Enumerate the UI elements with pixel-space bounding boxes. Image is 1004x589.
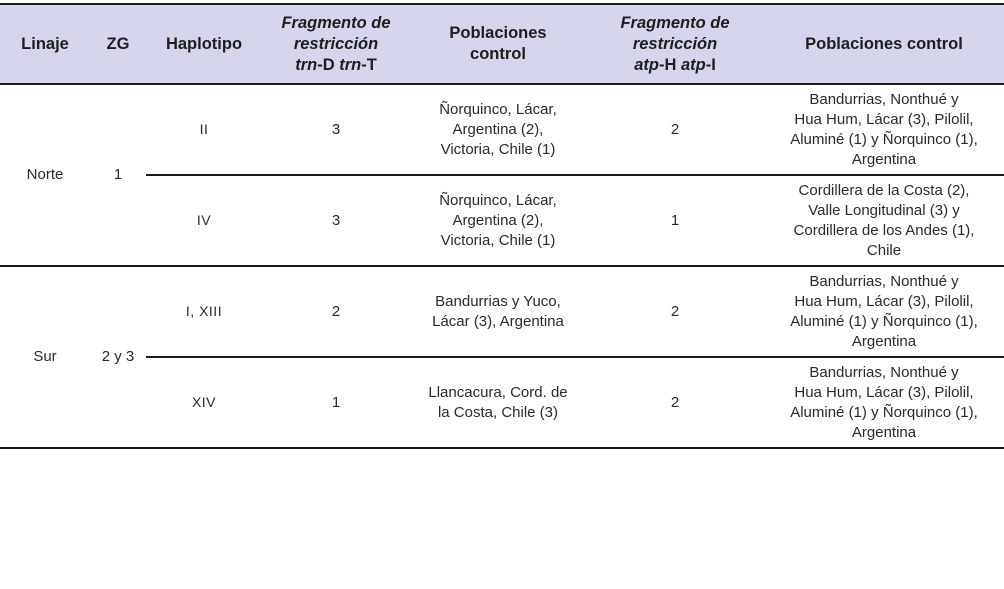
text-line: la Costa, Chile (3) (437, 403, 559, 421)
table-row (0, 266, 1004, 357)
cell-frag-atp: 2 (586, 84, 764, 175)
text-line: Ñorquinco, Lácar, (439, 100, 557, 118)
text-line: Argentina (2), (452, 120, 544, 138)
cell-linaje: Sur (0, 266, 90, 448)
cell-frag-atp: 1 (586, 175, 764, 266)
cell-poblaciones-1 (410, 266, 586, 357)
text-line: Argentina (851, 332, 917, 350)
cell-poblaciones-1 (410, 357, 586, 448)
table-row (0, 175, 1004, 266)
cell-haplotipo (146, 266, 262, 357)
text-line: Hua Hum, Lácar (3), Pilolil, (794, 383, 974, 401)
haplotipo-value: XIV (191, 394, 217, 410)
header-gene-atp-i: atp (680, 55, 706, 74)
header-gene-atp-h-suffix: -H (658, 55, 681, 74)
header-fragmento-trn-line1: Fragmento de (281, 13, 391, 32)
cell-poblaciones-2 (764, 84, 1004, 175)
text-line: Ñorquinco, Lácar, (439, 191, 557, 209)
cell-zg: 1 (90, 84, 146, 266)
table-row (0, 84, 1004, 175)
text-line: Bandurrias, Nonthué y (809, 363, 959, 381)
text-line: Victoria, Chile (1) (440, 140, 556, 158)
header-fragmento-atp-line1: Fragmento de (620, 13, 730, 32)
text-line: Argentina (851, 423, 917, 441)
header-zg: ZG (90, 4, 146, 84)
text-line: Argentina (2), (452, 211, 544, 229)
text-line: Hua Hum, Lácar (3), Pilolil, (794, 110, 974, 128)
text-line: Cordillera de la Costa (2), (798, 181, 970, 199)
text-line: Bandurrias y Yuco, (435, 292, 561, 310)
text-line: Argentina (851, 150, 917, 168)
text-line: Aluminé (1) y Ñorquinco (1), (790, 403, 978, 421)
header-poblaciones-control-1 (410, 4, 586, 84)
table-header (0, 4, 1004, 84)
header-gene-trn-t: trn (339, 55, 362, 74)
text-line: Hua Hum, Lácar (3), Pilolil, (794, 292, 974, 310)
header-gene-trn-d-suffix: -D (317, 55, 340, 74)
cell-poblaciones-1 (410, 84, 586, 175)
cell-poblaciones-2 (764, 175, 1004, 266)
header-gene-trn-d: trn (295, 55, 318, 74)
text-line: Lácar (3), Argentina (432, 312, 564, 330)
cell-linaje: Norte (0, 84, 90, 266)
header-fragmento-trn-line2: restricción (293, 34, 379, 53)
haplotipo-value: IV (196, 212, 212, 228)
text-line: Valle Longitudinal (3) y (808, 201, 960, 219)
cell-poblaciones-2 (764, 266, 1004, 357)
text-line: Aluminé (1) y Ñorquinco (1), (790, 130, 978, 148)
text-line: Chile (866, 241, 902, 259)
header-linaje: Linaje (0, 4, 90, 84)
cell-haplotipo (146, 175, 262, 266)
text-line: Cordillera de los Andes (1), (793, 221, 975, 239)
text-line: Llancacura, Cord. de (428, 383, 568, 401)
header-fragmento-trn (262, 4, 410, 84)
cell-frag-trn: 3 (262, 175, 410, 266)
header-haplotipo: Haplotipo (146, 4, 262, 84)
header-poblaciones-control-2: Poblaciones control (764, 4, 1004, 84)
cell-frag-atp: 2 (586, 357, 764, 448)
cell-poblaciones-2 (764, 357, 1004, 448)
cell-frag-trn: 2 (262, 266, 410, 357)
cell-zg: 2 y 3 (90, 266, 146, 448)
header-gene-atp-h: atp (634, 55, 659, 74)
header-poblaciones-line1: Poblaciones (449, 24, 547, 42)
header-gene-atp-i-suffix: -I (705, 55, 716, 74)
cell-frag-trn: 1 (262, 357, 410, 448)
text-line: Bandurrias, Nonthué y (809, 272, 959, 290)
header-gene-trn-t-suffix: -T (361, 55, 377, 74)
cell-haplotipo (146, 357, 262, 448)
haplotype-table (0, 3, 1004, 449)
header-fragmento-atp (586, 4, 764, 84)
cell-frag-trn: 3 (262, 84, 410, 175)
haplotipo-value: II (199, 121, 209, 137)
header-fragmento-atp-line2: restricción (632, 34, 718, 53)
haplotipo-value: I, XIII (185, 303, 223, 319)
header-poblaciones-line2: control (470, 45, 526, 63)
table-row (0, 357, 1004, 448)
text-line: Bandurrias, Nonthué y (809, 90, 959, 108)
text-line: Aluminé (1) y Ñorquinco (1), (790, 312, 978, 330)
cell-frag-atp: 2 (586, 266, 764, 357)
cell-poblaciones-1 (410, 175, 586, 266)
text-line: Victoria, Chile (1) (440, 231, 556, 249)
cell-haplotipo (146, 84, 262, 175)
